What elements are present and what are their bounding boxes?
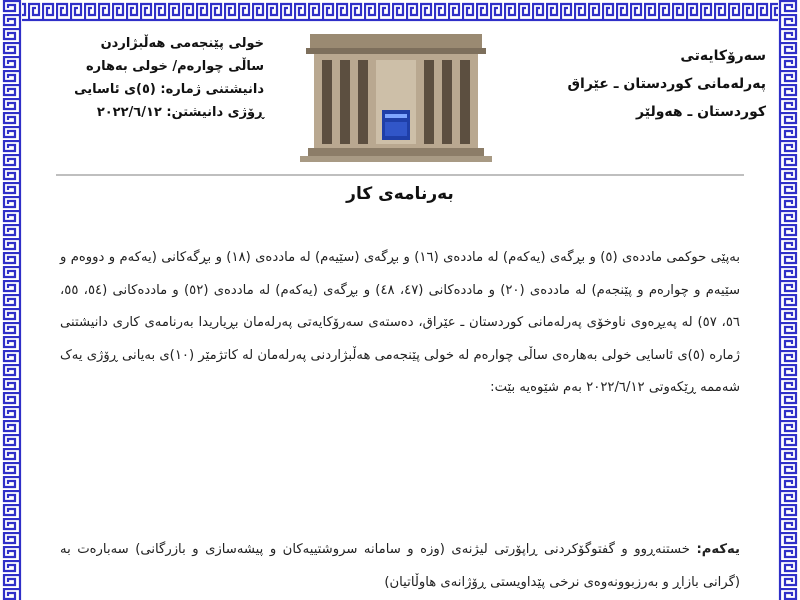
- identity-line: کوردستان ـ هەولێر: [636, 104, 766, 120]
- preamble-paragraph: بەپێی حوکمی ماددەی (٥) و بڕگەی (یەکەم) لە ماددەی (١٦) و بڕگەی (سێیەم) لە ماددەی (١٨) و بڕگەکانی (یەکەم و دووەم و سێیەم و چوارەم و پێنجەم) لە ماددەی (٢٠) و ماددەکانی (٤٧، ٤٨) و بڕگەی (یەکەم) لە ماددەی (٥٢) و ماددەکانی (٥٤، ٥٥، ٥٦، ٥٧) لە پەیڕەوی ناوخۆی پەرلەمانی کوردستان ـ عێراق، دەستەی سەرۆکایەتی پەرلەمان بڕیاریدا بەرنامەی کاری دانیشتنی ژمارە (٥)ی ئاسایی خولی بەهارەی ساڵی چوارەم لە خولی پێنجەمی هەڵبژاردنی پەرلەمان لە کاتژمێر (١٠)ی بەیانی ڕۆژی یەک شەممە ڕێکەوتی ٢٠٢٢/٦/١٢ بەم شێوەیە بێت:: [60, 250, 740, 395]
- identity-line: سەرۆکایەتی: [680, 48, 766, 64]
- decorative-border-left: [0, 0, 22, 600]
- document-page: [26, 26, 774, 600]
- session-info-line: دانیشتنی ژمارە: (٥)ی ئاسایی: [74, 82, 264, 97]
- parliament-building-image: [296, 26, 496, 166]
- agenda-item-text: خستنەڕوو و گفتوگۆکردنی ڕاپۆرتی لیژنەی (وزە و سامانە سروشتییەکان و پیشەسازی و بازرگانی) سەبارەت بە (گرانی بازاڕ و بەرزبوونەوەی نرخی پێداویستی ڕۆژانەی هاوڵاتیان): [60, 542, 740, 590]
- session-info: [34, 32, 264, 124]
- parliament-identity: [536, 42, 766, 126]
- document-title: بەرنامەی کار: [346, 184, 454, 204]
- session-info-line: ساڵی چوارەم/ خولی بەهارە: [85, 59, 264, 74]
- agenda-item-1: [60, 534, 740, 599]
- header-divider: [56, 174, 744, 176]
- decorative-border-right: [778, 0, 800, 600]
- decorative-border-top: [0, 0, 800, 22]
- session-info-line: ڕۆژی دانیشتن: ٢٠٢٢/٦/١٢: [96, 105, 264, 120]
- session-info-line: خولی پێنجەمی هەڵبژاردن: [100, 36, 264, 51]
- identity-line: پەرلەمانی کوردستان ـ عێراق: [567, 76, 766, 92]
- agenda-item-label: یەکەم:: [696, 542, 740, 557]
